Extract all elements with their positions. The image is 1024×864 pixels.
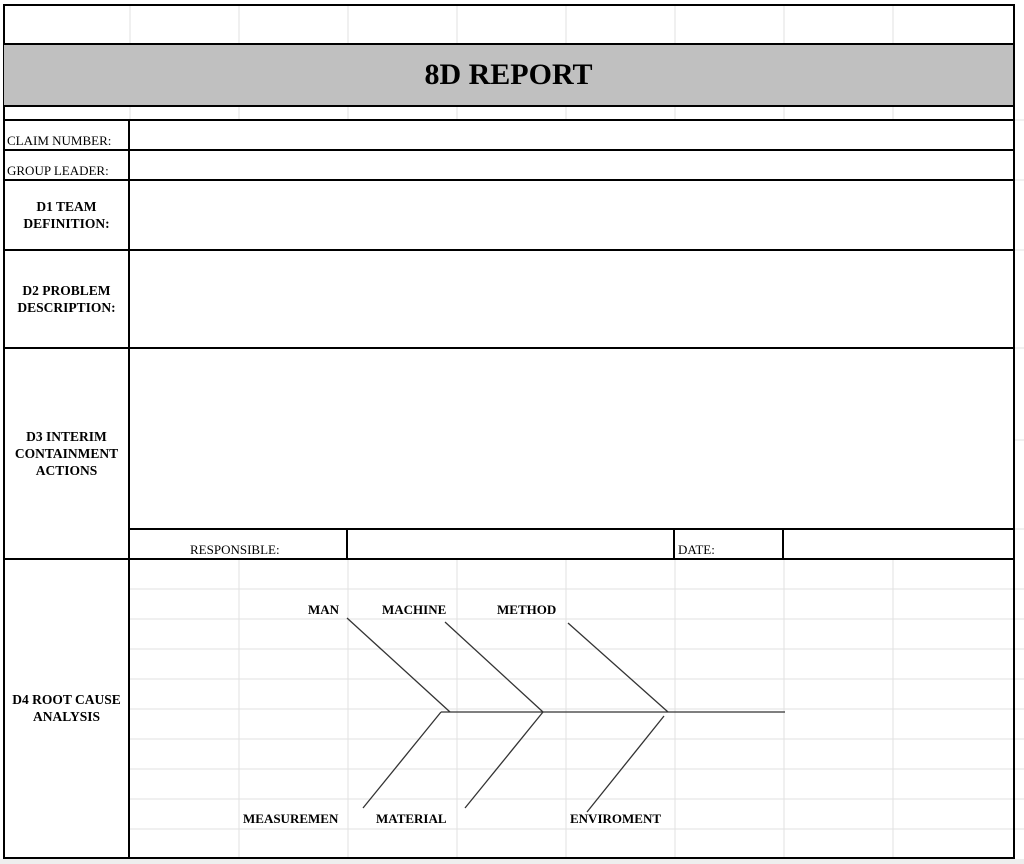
responsible-label: RESPONSIBLE: xyxy=(190,542,280,557)
fishbone-label-method: METHOD xyxy=(497,602,557,617)
fishbone-label-material: MATERIAL xyxy=(376,811,447,826)
fishbone-label-man: MAN xyxy=(308,602,340,617)
date-label: DATE: xyxy=(678,542,715,557)
fishbone-bone-measurement xyxy=(363,712,441,808)
d1-label-line: DEFINITION: xyxy=(23,216,110,231)
group-leader-label: GROUP LEADER: xyxy=(7,163,109,178)
d3-label-line: D3 INTERIM xyxy=(26,429,107,444)
fishbone-label-machine: MACHINE xyxy=(382,602,447,617)
report-title: 8D REPORT xyxy=(4,45,1013,105)
claim-number-label: CLAIM NUMBER: xyxy=(7,133,112,148)
d2-label-line: DESCRIPTION: xyxy=(17,300,116,315)
fishbone-bone-environment xyxy=(587,716,664,812)
d2-label-line: D2 PROBLEM xyxy=(22,283,111,298)
fishbone-label-environment: ENVIROMENT xyxy=(570,811,662,826)
fishbone-bone-method xyxy=(568,623,668,712)
d1-label-line: D1 TEAM xyxy=(36,199,97,214)
sheet-bottom-edge xyxy=(0,859,1024,864)
d3-label-line: ACTIONS xyxy=(35,463,98,478)
fishbone-bone-man xyxy=(347,618,450,712)
d4-label-line: D4 ROOT CAUSE xyxy=(12,692,121,707)
fishbone-label-measurement: MEASUREMEN xyxy=(243,811,339,826)
fishbone-bone-material xyxy=(465,712,543,808)
d3-label-line: CONTAINMENT xyxy=(14,446,119,461)
d4-label-line: ANALYSIS xyxy=(32,709,101,724)
fishbone-bone-machine xyxy=(445,622,543,712)
